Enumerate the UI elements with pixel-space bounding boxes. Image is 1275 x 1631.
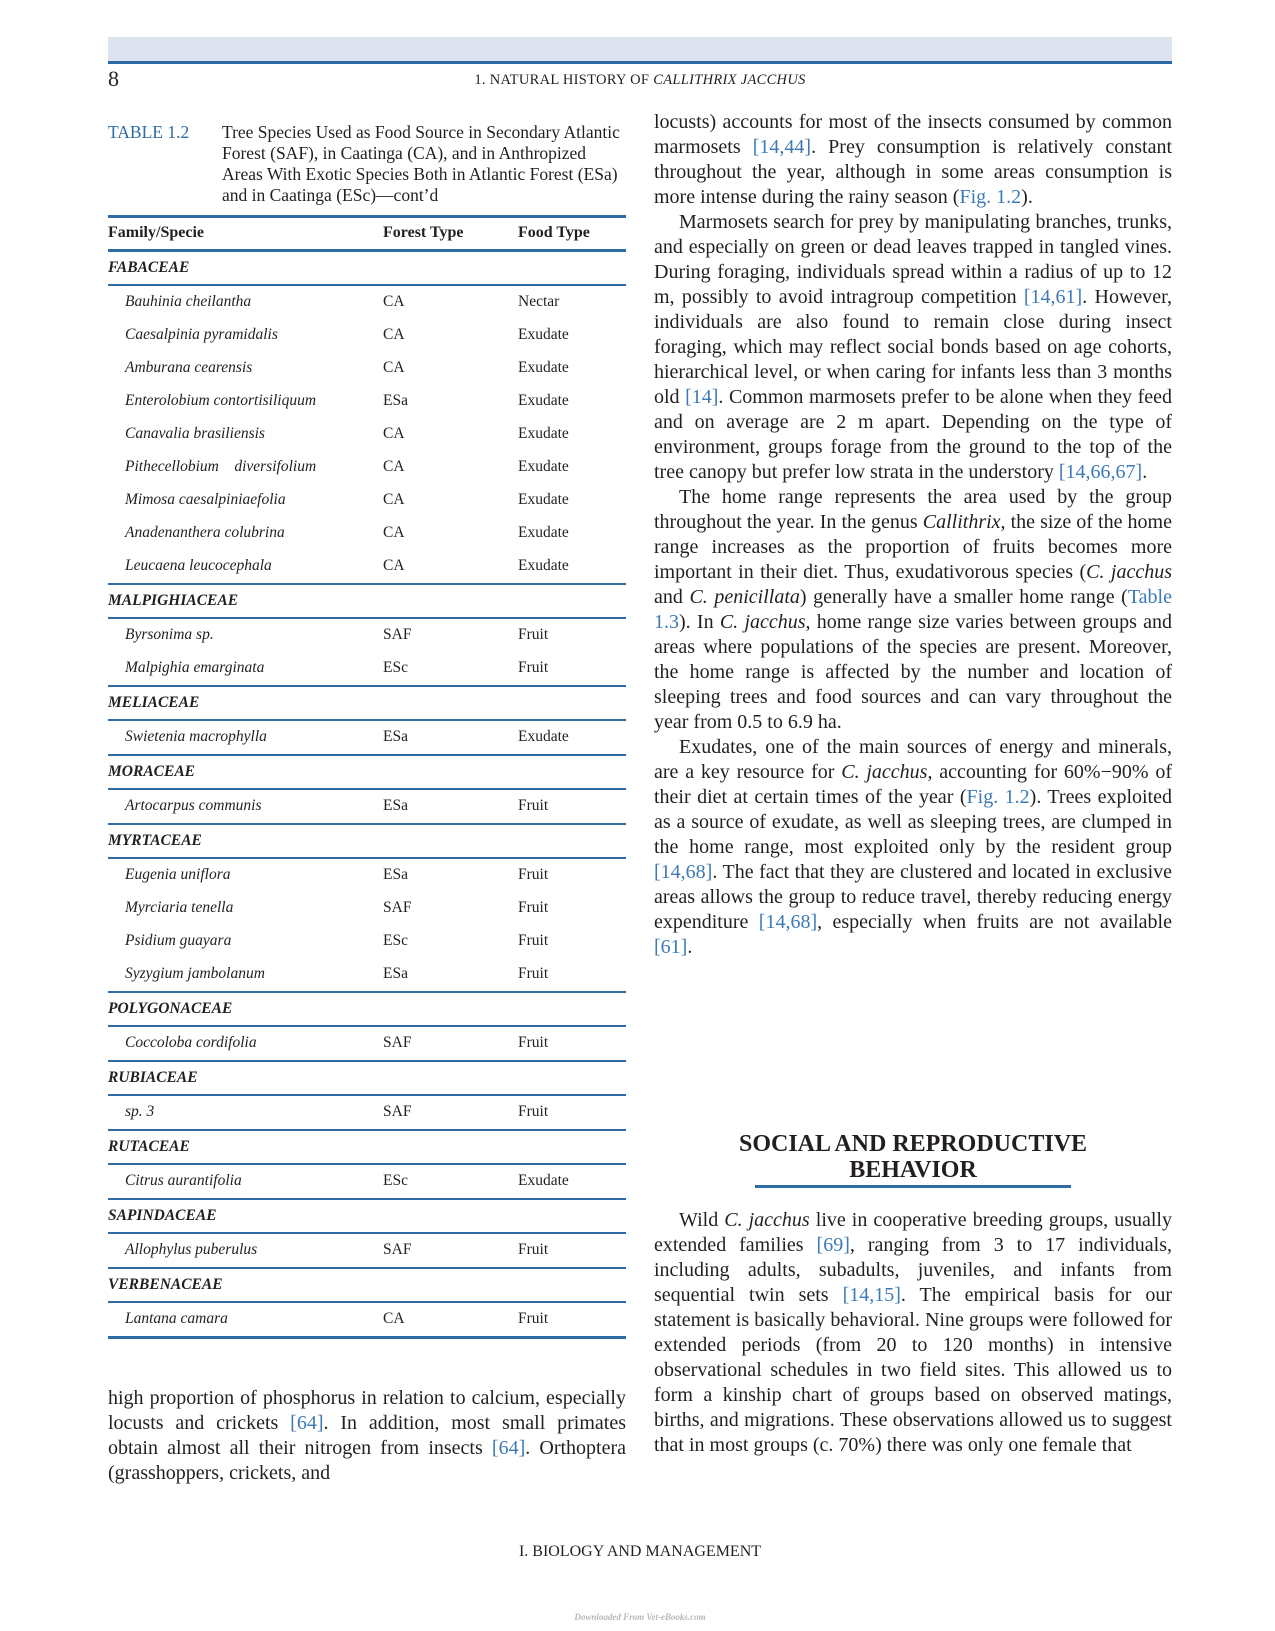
food-type-cell: Fruit (518, 797, 549, 814)
food-type-cell: Exudate (518, 326, 569, 343)
table-label: TABLE 1.2 (108, 122, 190, 142)
page-footer: I. BIOLOGY AND MANAGEMENT (518, 1543, 762, 1560)
forest-type-cell: CA (383, 425, 405, 442)
species-cell: Myrciaria tenella (125, 899, 234, 916)
forest-type-cell: ESa (383, 866, 408, 883)
species-cell: Lantana camara (125, 1310, 228, 1327)
forest-type-cell: ESa (383, 728, 408, 745)
table-row (108, 319, 626, 352)
food-type-cell: Exudate (518, 359, 569, 376)
table-row (108, 652, 626, 687)
family-row (108, 687, 626, 721)
forest-type-cell: CA (383, 524, 405, 541)
table-row (108, 385, 626, 418)
species-cell: Bauhinia cheilantha (125, 293, 252, 310)
forest-type-cell: CA (383, 326, 405, 343)
table-row (108, 892, 626, 925)
forest-type-cell: SAF (383, 1241, 412, 1258)
figure-link[interactable]: Fig. 1.2 (966, 786, 1030, 808)
forest-type-cell: ESc (383, 659, 408, 676)
forest-type-cell: ESc (383, 932, 408, 949)
forest-type-cell: ESa (383, 797, 408, 814)
species-cell: Swietenia macrophylla (125, 728, 267, 745)
citation-link[interactable]: [14,44] (752, 136, 812, 158)
forest-type-cell: CA (383, 359, 405, 376)
species-cell: Syzygium jambolanum (125, 965, 265, 982)
citation-link[interactable]: [14,61] (1023, 286, 1083, 308)
family-name: MYRTACEAE (108, 832, 202, 849)
forest-type-cell: CA (383, 491, 405, 508)
citation-link[interactable]: [14] (685, 386, 719, 408)
forest-type-cell: ESa (383, 392, 408, 409)
family-row (108, 993, 626, 1027)
forest-type-cell: ESa (383, 965, 408, 982)
table-row (108, 619, 626, 652)
forest-type-cell: SAF (383, 626, 412, 643)
species-cell: Mimosa caesalpiniaefolia (125, 491, 286, 508)
running-head: 1. NATURAL HISTORY OF CALLITHRIX JACCHUS (474, 72, 806, 88)
table-row (108, 451, 626, 484)
family-name: MELIACEAE (108, 694, 200, 711)
food-type-cell: Fruit (518, 866, 549, 883)
food-type-cell: Fruit (518, 1103, 549, 1120)
forest-type-cell: CA (383, 557, 405, 574)
table-row (108, 550, 626, 585)
food-type-cell: Fruit (518, 899, 549, 916)
table-row (108, 1096, 626, 1131)
species-cell: Allophylus puberulus (125, 1241, 258, 1258)
species-cell: Canavalia brasiliensis (125, 425, 265, 442)
species-cell: Enterolobium contortisiliquum (125, 392, 317, 409)
header-band (108, 37, 1172, 61)
forest-type-cell: SAF (383, 1103, 412, 1120)
food-type-cell: Fruit (518, 932, 549, 949)
table-row (108, 418, 626, 451)
food-source-table (108, 215, 626, 1339)
column-header-food-type: Food Type (518, 224, 590, 241)
species-cell: Amburana cearensis (125, 359, 253, 376)
family-row (108, 1269, 626, 1303)
forest-type-cell: CA (383, 458, 405, 475)
citation-link[interactable]: [14,68] (654, 861, 713, 883)
food-type-cell: Exudate (518, 728, 569, 745)
food-type-cell: Exudate (518, 392, 569, 409)
family-row (108, 756, 626, 790)
citation-link[interactable]: [64] (290, 1412, 324, 1434)
table-row (108, 1303, 626, 1339)
column-header-forest-type: Forest Type (383, 224, 464, 241)
food-type-cell: Exudate (518, 458, 569, 475)
species-cell: Coccoloba cordifolia (125, 1034, 257, 1051)
species-cell: Malpighia emarginata (125, 659, 265, 676)
section-heading: SOCIAL AND REPRODUCTIVE BEHAVIOR (738, 1131, 1088, 1183)
table-row (108, 1234, 626, 1269)
citation-link[interactable]: [69] (816, 1234, 850, 1256)
species-cell: Leucaena leucocephala (125, 557, 272, 574)
forest-type-cell: SAF (383, 899, 412, 916)
food-type-cell: Exudate (518, 1172, 569, 1189)
species-cell: Pithecellobium diversifolium (125, 458, 317, 475)
family-row (108, 1200, 626, 1234)
table-row (108, 517, 626, 550)
forest-type-cell: CA (383, 1310, 405, 1327)
citation-link[interactable]: [14,15] (842, 1284, 901, 1306)
food-type-cell: Fruit (518, 1034, 549, 1051)
citation-link[interactable]: [14,66,67] (1058, 461, 1143, 483)
table-row (108, 1165, 626, 1200)
family-name: POLYGONACEAE (108, 1000, 233, 1017)
species-cell: Anadenanthera colubrina (125, 524, 285, 541)
header-rule (108, 61, 1172, 64)
table-row (108, 1027, 626, 1062)
table-row (108, 925, 626, 958)
table-row (108, 484, 626, 517)
family-row (108, 252, 626, 286)
family-row (108, 1131, 626, 1165)
table-caption-text: Tree Species Used as Food Source in Secondary Atlantic Forest (SAF), in Caatinga (CA), and in Anthropized Areas With Exotic Species Both in Atlantic Forest (ESa) and in Caatinga (ESc)—cont’d (222, 122, 620, 205)
family-name: VERBENACEAE (108, 1276, 223, 1293)
table-row (108, 352, 626, 385)
table-body (108, 252, 626, 1339)
food-type-cell: Fruit (518, 659, 549, 676)
figure-link[interactable]: Fig. 1.2 (959, 186, 1022, 208)
food-type-cell: Exudate (518, 425, 569, 442)
download-note: Downloaded From Vet-eBooks.com (574, 1612, 706, 1622)
species-cell: Psidium guayara (125, 932, 232, 949)
food-type-cell: Fruit (518, 965, 549, 982)
right-column-text (654, 110, 1172, 960)
food-type-cell: Fruit (518, 626, 549, 643)
paragraph: Exudates, one of the main sources of energy and minerals, are a key resource for C. jacchus, accounting for 60%−90% of their diet at certain times of the year (Fig. 1.2). Trees exploited as a source of exudate, as well as sleeping trees, are clumped in the home range, most exploited only by the resident group [14,68]. The fact that they are clustered and located in exclusive areas allows the group to reduce travel, thereby reducing energy expenditure [14,68], especially when fruits are not available [61]. (654, 736, 1172, 958)
family-row (108, 1062, 626, 1096)
section-heading-rule (755, 1185, 1071, 1188)
family-name: MALPIGHIACEAE (108, 592, 239, 609)
table-caption (108, 122, 628, 206)
family-name: SAPINDACEAE (108, 1207, 217, 1224)
table-row (108, 721, 626, 756)
paragraph: The home range represents the area used by the group throughout the year. In the genus Callithrix, the size of the home range increases as the proportion of fruits becomes more important in their diet. Thus, exudativorous species (C. jacchus and C. penicillata) generally have a smaller home range (Table 1.3). In C. jacchus, home range size varies between groups and areas where populations of the species are present. Moreover, the home range is affected by the number and location of sleeping trees and food sources and can vary throughout the year from 0.5 to 6.9 ha. (654, 486, 1172, 733)
species-cell: Artocarpus communis (125, 797, 262, 814)
food-type-cell: Fruit (518, 1310, 549, 1327)
food-type-cell: Exudate (518, 491, 569, 508)
food-type-cell: Exudate (518, 557, 569, 574)
family-row (108, 825, 626, 859)
family-name: FABACEAE (108, 259, 190, 276)
species-cell: Caesalpinia pyramidalis (125, 326, 278, 343)
species-cell: Eugenia uniflora (125, 866, 231, 883)
citation-link[interactable]: [14,68] (758, 911, 818, 933)
left-column-text (108, 1386, 626, 1486)
species-cell: sp. 3 (125, 1103, 155, 1120)
citation-link[interactable]: [61] (654, 936, 688, 958)
forest-type-cell: ESc (383, 1172, 408, 1189)
section-text (654, 1208, 1172, 1458)
family-name: RUBIACEAE (108, 1069, 198, 1086)
page-number: 8 (108, 66, 119, 91)
species-cell: Citrus aurantifolia (125, 1172, 242, 1189)
paragraph: locusts) accounts for most of the insects consumed by common marmosets [14,44]. Prey consumption is relatively constant throughout the year, although in some areas consumption is more intense during the rainy season (Fig. 1.2). (654, 111, 1173, 208)
paragraph: high proportion of phosphorus in relation to calcium, especially locusts and crickets [64]. In addition, most small primates obtain almost all their nitrogen from insects [64]. Orthoptera (grasshoppers, crickets, and (108, 1387, 627, 1484)
food-type-cell: Nectar (518, 293, 560, 310)
family-row (108, 585, 626, 619)
forest-type-cell: SAF (383, 1034, 412, 1051)
table-row (108, 286, 626, 319)
table-link[interactable]: Table 1.3 (654, 586, 1172, 633)
forest-type-cell: CA (383, 293, 405, 310)
paragraph: Marmosets search for prey by manipulating branches, trunks, and especially on green or dead leaves trapped in tangled vines. During foraging, individuals spread within a radius of up to 12 m, possibly to avoid intragroup competition [14,61]. However, individuals are also found to remain close during insect foraging, which may reflect social bonds based on age cohorts, hierarchical level, or when caring for infants less than 3 months old [14]. Common marmosets prefer to be alone when they feed and on average are 2 m apart. Depending on the type of environment, groups forage from the ground to the top of the tree canopy but prefer low strata in the understory [14,66,67]. (654, 211, 1173, 483)
species-cell: Byrsonima sp. (125, 626, 214, 643)
table-header (108, 215, 626, 252)
food-type-cell: Exudate (518, 524, 569, 541)
table-row (108, 859, 626, 892)
paragraph: Wild C. jacchus live in cooperative breeding groups, usually extended families [69], ranging from 3 to 17 individuals, including adults, subadults, juveniles, and infants from sequential twin sets [14,15]. The empirical basis for our statement is basically behavioral. Nine groups were followed for extended periods (from 20 to 120 months) in intensive observational schedules in two field sites. This allowed us to form a kinship chart of groups based on observed matings, births, and migrations. These observations allowed us to suggest that in most groups (c. 70%) there was only one female that (654, 1209, 1173, 1456)
column-header-family: Family/Specie (108, 224, 204, 241)
table-row (108, 958, 626, 993)
citation-link[interactable]: [64] (491, 1437, 526, 1459)
food-type-cell: Fruit (518, 1241, 549, 1258)
family-name: MORACEAE (108, 763, 196, 780)
table-row (108, 790, 626, 825)
family-name: RUTACEAE (108, 1138, 190, 1155)
